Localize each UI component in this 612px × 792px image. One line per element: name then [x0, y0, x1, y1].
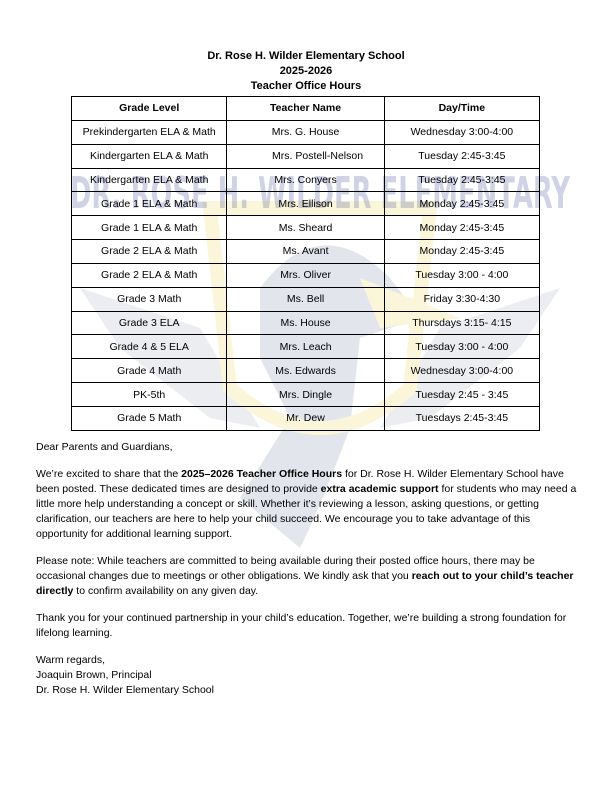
table-row — [72, 144, 540, 168]
signature-block — [36, 653, 584, 698]
letter-greeting: Dear Parents and Guardians, — [36, 441, 173, 453]
day-time-cell: Tuesday 2:45-3:45 — [384, 144, 539, 168]
grade-level-cell: PK-5th — [72, 383, 227, 407]
day-time-cell: Wednesday 3:00-4:00 — [384, 359, 539, 383]
day-time-cell: Tuesday 3:00 - 4:00 — [384, 263, 539, 287]
paragraph-bold-text: reach out to your child’s teacher directly — [36, 570, 574, 597]
paragraph-bold-text: extra academic support — [320, 483, 439, 495]
teacher-name-cell: Ms. Bell — [227, 287, 384, 311]
teacher-name-cell: Ms. Sheard — [227, 216, 384, 240]
paragraph-text: for students who may need a little more help understanding a concept or skill. Whether it’s reviewing a lesson, asking questions, or getting clarification, our teachers are here to help your child succeed. We encourage you to take advantage of this opportunity for additional learning support. — [36, 483, 577, 540]
closing-line: Warm regards, — [36, 654, 106, 666]
table-row — [72, 240, 540, 264]
day-time-cell: Wednesday 3:00-4:00 — [384, 120, 539, 144]
table-row — [72, 287, 540, 311]
table-row — [72, 216, 540, 240]
grade-level-cell: Grade 1 ELA & Math — [72, 192, 227, 216]
teacher-name-cell: Mrs. G. House — [227, 120, 384, 144]
office-hours-table — [71, 96, 540, 431]
watermark-text: DR. ROSE H. WILDER ELEMENTARY — [70, 168, 571, 219]
table-row — [72, 383, 540, 407]
parent-letter — [36, 440, 584, 698]
grade-level-cell: Grade 4 & 5 ELA — [72, 335, 227, 359]
table-row — [72, 311, 540, 335]
table-row — [72, 263, 540, 287]
column-header-grade-level: Grade Level — [72, 97, 227, 121]
day-time-cell: Friday 3:30-4:30 — [384, 287, 539, 311]
table-row — [72, 192, 540, 216]
school-year-heading: 2025-2026 — [279, 65, 333, 77]
day-time-cell: Thursdays 3:15- 4:15 — [384, 311, 539, 335]
grade-level-cell: Grade 5 Math — [72, 406, 227, 430]
letter-paragraph-note — [36, 554, 584, 599]
grade-level-cell: Kindergarten ELA & Math — [72, 168, 227, 192]
grade-level-cell: Grade 3 ELA — [72, 311, 227, 335]
grade-level-cell: Grade 3 Math — [72, 287, 227, 311]
day-time-cell: Monday 2:45-3:45 — [384, 240, 539, 264]
paragraph-text: We’re excited to share that the — [36, 468, 182, 480]
teacher-name-cell: Ms. Avant — [227, 240, 384, 264]
teacher-name-cell: Mrs. Leach — [227, 335, 384, 359]
column-header-day-time: Day/Time — [384, 97, 539, 121]
table-row — [72, 120, 540, 144]
paragraph-text: to confirm availability on any given day. — [73, 585, 259, 597]
day-time-cell: Tuesdays 2:45-3:45 — [384, 406, 539, 430]
letter-paragraph-intro — [36, 467, 584, 542]
column-header-teacher-name: Teacher Name — [227, 97, 384, 121]
teacher-name-cell: Mr. Dew — [227, 406, 384, 430]
grade-level-cell: Grade 2 ELA & Math — [72, 240, 227, 264]
day-time-cell: Tuesday 3:00 - 4:00 — [384, 335, 539, 359]
teacher-name-cell: Mrs. Postell-Nelson — [227, 144, 384, 168]
document-header — [0, 49, 612, 94]
table-row — [72, 359, 540, 383]
day-time-cell: Monday 2:45-3:45 — [384, 216, 539, 240]
day-time-cell: Tuesday 2:45-3:45 — [384, 168, 539, 192]
grade-level-cell: Grade 1 ELA & Math — [72, 216, 227, 240]
letter-paragraph-thanks: Thank you for your continued partnership in your child’s education. Together, we’re building a strong foundation for lifelong learning. — [36, 612, 567, 639]
grade-level-cell: Grade 4 Math — [72, 359, 227, 383]
table-row — [72, 335, 540, 359]
table-row — [72, 168, 540, 192]
paragraph-text: for Dr. Rose H. Wilder Elementary School have been posted. These dedicated times are designed to provide — [36, 468, 564, 495]
teacher-name-cell: Ms. Edwards — [227, 359, 384, 383]
table-row — [72, 406, 540, 430]
paragraph-text: Please note: While teachers are committed to being available during their posted office hours, there may be occasional changes due to meetings or other obligations. We kindly ask that you — [36, 555, 535, 582]
day-time-cell: Monday 2:45-3:45 — [384, 192, 539, 216]
signer-school-line: Dr. Rose H. Wilder Elementary School — [36, 684, 214, 696]
teacher-name-cell: Mrs. Conyers — [227, 168, 384, 192]
paragraph-bold-text: 2025–2026 Teacher Office Hours — [181, 468, 343, 480]
teacher-name-cell: Ms. House — [227, 311, 384, 335]
office-hours-heading: Teacher Office Hours — [250, 80, 362, 92]
signer-line: Joaquin Brown, Principal — [36, 669, 152, 681]
grade-level-cell: Grade 2 ELA & Math — [72, 263, 227, 287]
teacher-name-cell: Mrs. Oliver — [227, 263, 384, 287]
day-time-cell: Tuesday 2:45 - 3:45 — [384, 383, 539, 407]
teacher-name-cell: Mrs. Dingle — [227, 383, 384, 407]
grade-level-cell: Kindergarten ELA & Math — [72, 144, 227, 168]
table-header-row — [72, 97, 540, 121]
grade-level-cell: Prekindergarten ELA & Math — [72, 120, 227, 144]
school-name-heading: Dr. Rose H. Wilder Elementary School — [207, 50, 405, 62]
teacher-name-cell: Mrs. Ellison — [227, 192, 384, 216]
